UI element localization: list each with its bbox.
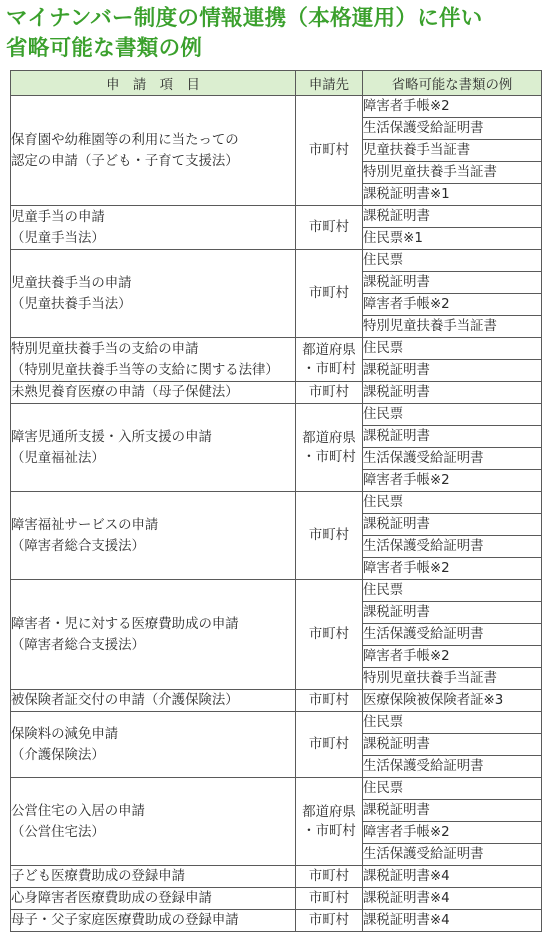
document-cell: 特別児童扶養手当証書 (363, 668, 542, 690)
application-law: （公営住宅法） (11, 824, 105, 840)
application-name: 公営住宅の入居の申請 (11, 803, 145, 819)
document-cell: 課税証明書※4 (363, 888, 542, 910)
destination-text: 市町村 (308, 143, 350, 158)
application-cell (11, 338, 296, 382)
destination-cell (296, 338, 363, 382)
destination-cell (296, 492, 363, 580)
application-cell (11, 690, 296, 712)
document-cell: 住民票※1 (363, 228, 542, 250)
table-row (11, 96, 542, 118)
header-application: 申 請 項 目 (11, 71, 296, 96)
destination-text: 市町村 (308, 891, 350, 906)
document-cell: 住民票 (363, 338, 542, 360)
document-cell: 特別児童扶養手当証書 (363, 316, 542, 338)
destination-text: 市町村 (308, 627, 350, 642)
application-name: 保険料の減免申請 (11, 726, 119, 742)
document-cell: 課税証明書 (363, 272, 542, 294)
application-law: （障害者総合支援法） (11, 637, 145, 653)
header-documents: 省略可能な書類の例 (363, 71, 542, 96)
document-cell: 住民票 (363, 778, 542, 800)
document-cell: 生活保護受給証明書 (363, 756, 542, 778)
application-name: 障害福祉サービスの申請 (11, 517, 159, 533)
document-cell: 住民票 (363, 404, 542, 426)
destination-cell (296, 778, 363, 866)
destination-text: 市町村 (308, 693, 350, 708)
application-cell (11, 96, 296, 206)
application-cell (11, 250, 296, 338)
destination-text: 市町村 (308, 913, 350, 928)
table-row (11, 690, 542, 712)
application-name: 障害者・児に対する医療費助成の申請 (11, 616, 239, 632)
document-cell: 生活保護受給証明書 (363, 118, 542, 140)
table-row (11, 250, 542, 272)
application-law: （児童手当法） (11, 230, 105, 246)
document-cell: 住民票 (363, 712, 542, 734)
document-cell: 課税証明書 (363, 800, 542, 822)
application-cell (11, 492, 296, 580)
document-cell: 住民票 (363, 250, 542, 272)
application-cell (11, 888, 296, 910)
document-cell: 課税証明書 (363, 514, 542, 536)
application-law: （児童福祉法） (11, 450, 105, 466)
application-name: 子ども医療費助成の登録申請 (11, 869, 186, 884)
document-cell: 課税証明書 (363, 360, 542, 382)
document-cell: 住民票 (363, 492, 542, 514)
table-row (11, 778, 542, 800)
document-cell: 障害者手帳※2 (363, 646, 542, 668)
application-name: 特別児童扶養手当の支給の申請 (11, 341, 199, 357)
document-cell: 生活保護受給証明書 (363, 844, 542, 866)
destination-text: 都道府県 (302, 342, 356, 358)
document-cell: 課税証明書 (363, 602, 542, 624)
destination-text: ・市町村 (302, 361, 356, 377)
document-cell: 障害者手帳※2 (363, 558, 542, 580)
table-row (11, 404, 542, 426)
document-cell: 生活保護受給証明書 (363, 624, 542, 646)
application-name: 被保険者証交付の申請（介護保険法） (11, 693, 239, 708)
destination-cell (296, 382, 363, 404)
application-name: 保育園や幼稚園等の利用に当たっての (11, 132, 239, 148)
destination-text: 市町村 (308, 385, 350, 400)
destination-cell (296, 910, 363, 932)
destination-cell (296, 404, 363, 492)
destination-cell (296, 888, 363, 910)
document-cell: 課税証明書※1 (363, 184, 542, 206)
table-row (11, 866, 542, 888)
destination-cell (296, 712, 363, 778)
document-cell: 障害者手帳※2 (363, 96, 542, 118)
application-cell (11, 580, 296, 690)
document-cell: 生活保護受給証明書 (363, 448, 542, 470)
title-line-2: 省略可能な書類の例 (6, 36, 203, 61)
application-cell (11, 712, 296, 778)
page-title (0, 0, 550, 64)
application-name: 母子・父子家庭医療費助成の登録申請 (11, 913, 239, 928)
destination-text: 市町村 (308, 737, 350, 752)
destination-text: ・市町村 (302, 449, 356, 465)
destination-cell (296, 580, 363, 690)
destination-text: ・市町村 (302, 823, 356, 839)
table-row (11, 338, 542, 360)
document-cell: 児童扶養手当証書 (363, 140, 542, 162)
application-name: 障害児通所支援・入所支援の申請 (11, 429, 212, 445)
application-law: （児童扶養手当法） (11, 296, 132, 312)
application-cell (11, 404, 296, 492)
application-law: 認定の申請（子ども・子育て支援法） (11, 153, 239, 169)
application-law: （介護保険法） (11, 747, 105, 763)
table-row (11, 712, 542, 734)
application-cell (11, 866, 296, 888)
destination-text: 都道府県 (302, 430, 356, 446)
document-cell: 障害者手帳※2 (363, 470, 542, 492)
table-row (11, 910, 542, 932)
destination-cell (296, 96, 363, 206)
destination-cell (296, 250, 363, 338)
table-row (11, 888, 542, 910)
destination-text: 市町村 (308, 528, 350, 543)
document-cell: 障害者手帳※2 (363, 822, 542, 844)
application-name: 心身障害者医療費助成の登録申請 (11, 891, 212, 906)
table-row (11, 492, 542, 514)
application-name: 未熟児養育医療の申請（母子保健法） (11, 385, 239, 400)
table-row (11, 580, 542, 602)
application-name: 児童手当の申請 (11, 209, 105, 225)
destination-cell (296, 206, 363, 250)
document-cell: 障害者手帳※2 (363, 294, 542, 316)
title-line-1: マイナンバー制度の情報連携（本格運用）に伴い (6, 6, 483, 31)
application-cell (11, 778, 296, 866)
table-row (11, 382, 542, 404)
document-cell: 課税証明書 (363, 382, 542, 404)
document-cell: 課税証明書※4 (363, 866, 542, 888)
document-cell: 課税証明書 (363, 734, 542, 756)
destination-cell (296, 690, 363, 712)
application-cell (11, 910, 296, 932)
application-law: （障害者総合支援法） (11, 538, 145, 554)
document-cell: 住民票 (363, 580, 542, 602)
document-cell: 生活保護受給証明書 (363, 536, 542, 558)
document-cell: 課税証明書 (363, 206, 542, 228)
destination-text: 市町村 (308, 286, 350, 301)
header-destination: 申請先 (296, 71, 363, 96)
document-cell: 課税証明書※4 (363, 910, 542, 932)
application-law: （特別児童扶養手当等の支給に関する法律） (11, 362, 279, 378)
document-cell: 医療保険被保険者証※3 (363, 690, 542, 712)
application-cell (11, 206, 296, 250)
documents-table (10, 70, 542, 932)
application-name: 児童扶養手当の申請 (11, 275, 132, 291)
destination-cell (296, 866, 363, 888)
destination-text: 都道府県 (302, 804, 356, 820)
table-header-row (11, 71, 542, 96)
table-row (11, 206, 542, 228)
document-cell: 特別児童扶養手当証書 (363, 162, 542, 184)
destination-text: 市町村 (308, 220, 350, 235)
destination-text: 市町村 (308, 869, 350, 884)
document-cell: 課税証明書 (363, 426, 542, 448)
application-cell (11, 382, 296, 404)
